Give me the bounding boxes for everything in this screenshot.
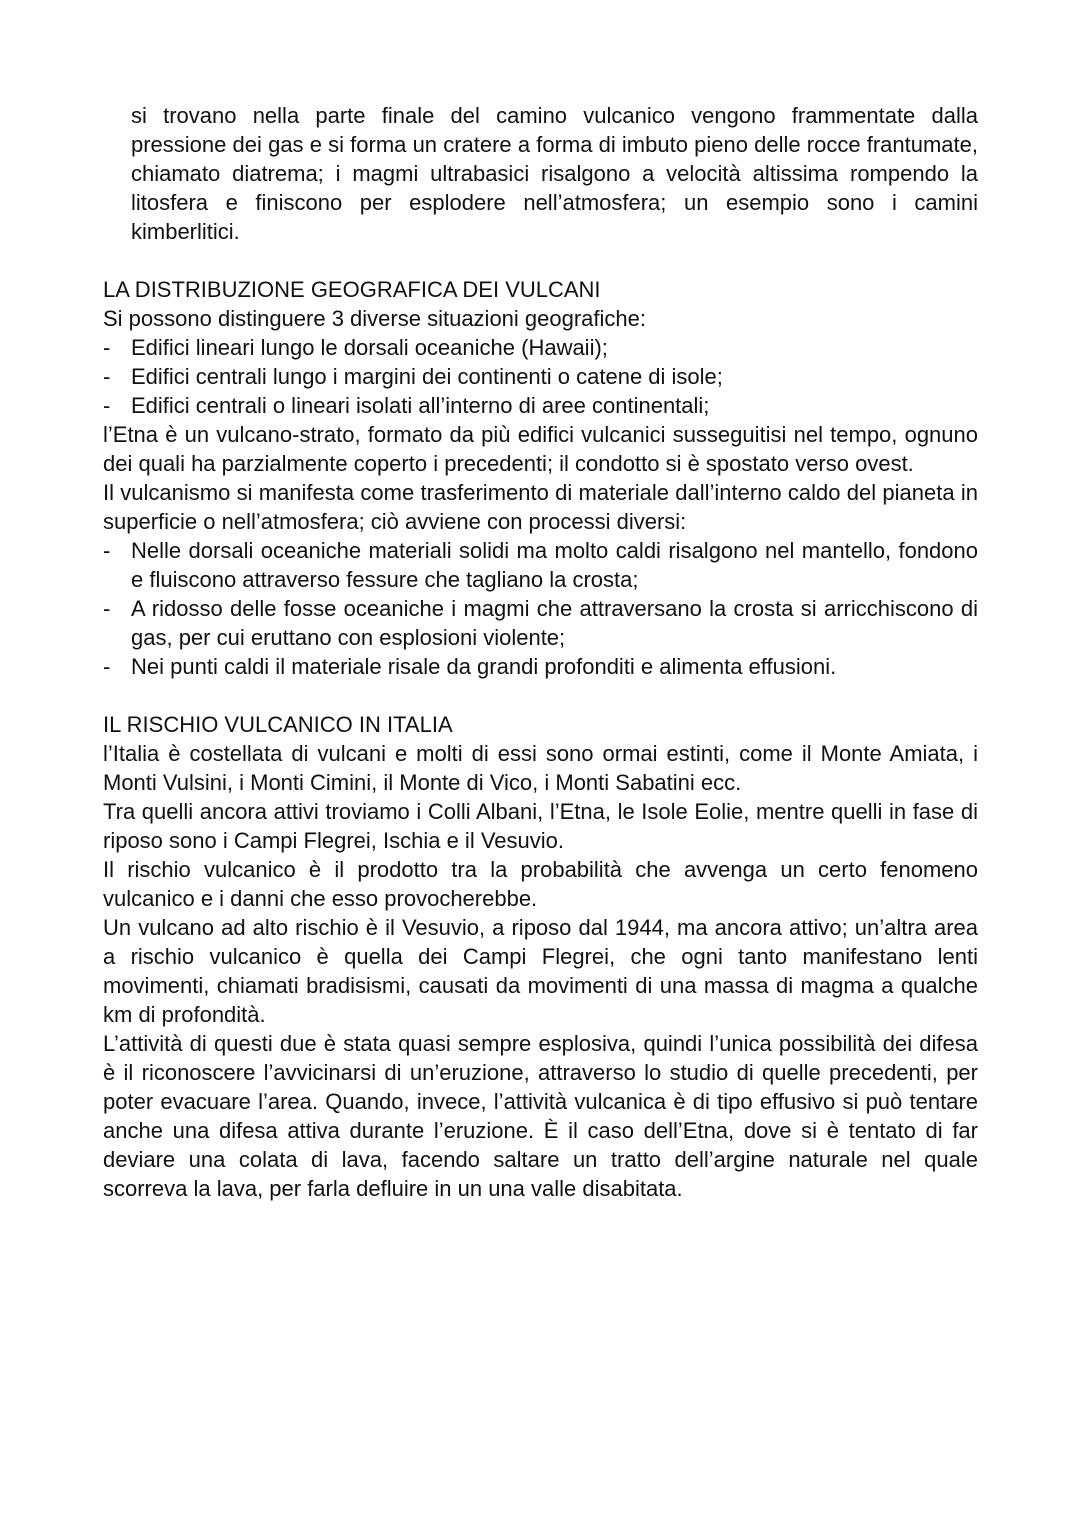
document-page: [103, 101, 978, 1203]
paragraph-vulcanismo: Il vulcanismo si manifesta come trasferimento di materiale dall’interno caldo del pianeta in superficie o nell’atmosfera; ciò avviene con processi diversi:: [103, 480, 978, 534]
list-processi: [103, 536, 978, 681]
paragraph-vulcani-attivi: Tra quelli ancora attivi troviamo i Colli Albani, l’Etna, le Isole Eolie, mentre quelli in fase di riposo sono i Campi Flegrei, Ischia e il Vesuvio.: [103, 799, 978, 853]
list-item: - Nelle dorsali oceaniche materiali solidi ma molto caldi risalgono nel mantello, fondono e fluiscono attraverso fessure che tagliano la crosta;: [103, 538, 978, 592]
section-heading-rischio: IL RISCHIO VULCANICO IN ITALIA: [103, 712, 453, 737]
dash-bullet: -: [103, 393, 111, 418]
dash-bullet: -: [103, 596, 111, 621]
list-item: - A ridosso delle fosse oceaniche i magmi che attraversano la crosta si arricchiscono di gas, per cui eruttano con esplosioni violente;: [103, 596, 978, 650]
list-item: - Edifici centrali o lineari isolati all’interno di aree continentali;: [103, 393, 710, 418]
list-item: - Edifici lineari lungo le dorsali oceaniche (Hawaii);: [103, 335, 608, 360]
paragraph-difesa: L’attività di questi due è stata quasi sempre esplosiva, quindi l’unica possibilità dei difesa è il riconoscere l’avvicinarsi di un’eruzione, attraverso lo studio di quelle precedenti, per poter evacuare l’area. Quando, invece, l’attività vulcanica è di tipo effusivo si può tentare anche una difesa attiva durante l’eruzione. È il caso dell’Etna, dove si è tentato di far deviare una colata di lava, facendo saltare un tratto dell’argine naturale nel quale scorreva la lava, per farla defluire in un una valle disabitata.: [103, 1031, 978, 1201]
list-item: - Edifici centrali lungo i margini dei continenti o catene di isole;: [103, 364, 723, 389]
intro-continuation: si trovano nella parte finale del camino vulcanico vengono frammentate dalla pressione dei gas e si forma un cratere a forma di imbuto pieno delle rocce frantumate, chiamato diatrema; i magmi ultrabasici risalgono a velocità altissima rompendo la litosfera e finiscono per esplodere nell’atmosfera; un esempio sono i camini kimberlitici.: [131, 103, 978, 244]
paragraph-vulcani-estinti: l’Italia è costellata di vulcani e molti di essi sono ormai estinti, come il Monte Amiata, i Monti Vulsini, i Monti Cimini, il Monte di Vico, i Monti Sabatini ecc.: [103, 741, 978, 795]
list-item: - Nei punti caldi il materiale risale da grandi profonditi e alimenta effusioni.: [103, 654, 837, 679]
dash-bullet: -: [103, 654, 111, 679]
list-situazioni-geografiche: [103, 333, 978, 420]
section1-lead: Si possono distinguere 3 diverse situazioni geografiche:: [103, 306, 646, 331]
dash-bullet: -: [103, 335, 111, 360]
paragraph-rischio-definizione: Il rischio vulcanico è il prodotto tra la probabilità che avvenga un certo fenomeno vulcanico e i danni che esso provocherebbe.: [103, 857, 978, 911]
section-heading-distribuzione: LA DISTRIBUZIONE GEOGRAFICA DEI VULCANI: [103, 277, 601, 302]
dash-bullet: -: [103, 364, 111, 389]
dash-bullet: -: [103, 538, 111, 563]
paragraph-vesuvio-flegrei: Un vulcano ad alto rischio è il Vesuvio, a riposo dal 1944, ma ancora attivo; un’altra area a rischio vulcanico è quella dei Campi Flegrei, che ogni tanto manifestano lenti movimenti, chiamati bradisismi, causati da movimenti di una massa di magma a qualche km di profondità.: [103, 915, 978, 1027]
paragraph-etna: l’Etna è un vulcano-strato, formato da più edifici vulcanici susseguitisi nel tempo, ognuno dei quali ha parzialmente coperto i precedenti; il condotto si è spostato verso ovest.: [103, 422, 978, 476]
